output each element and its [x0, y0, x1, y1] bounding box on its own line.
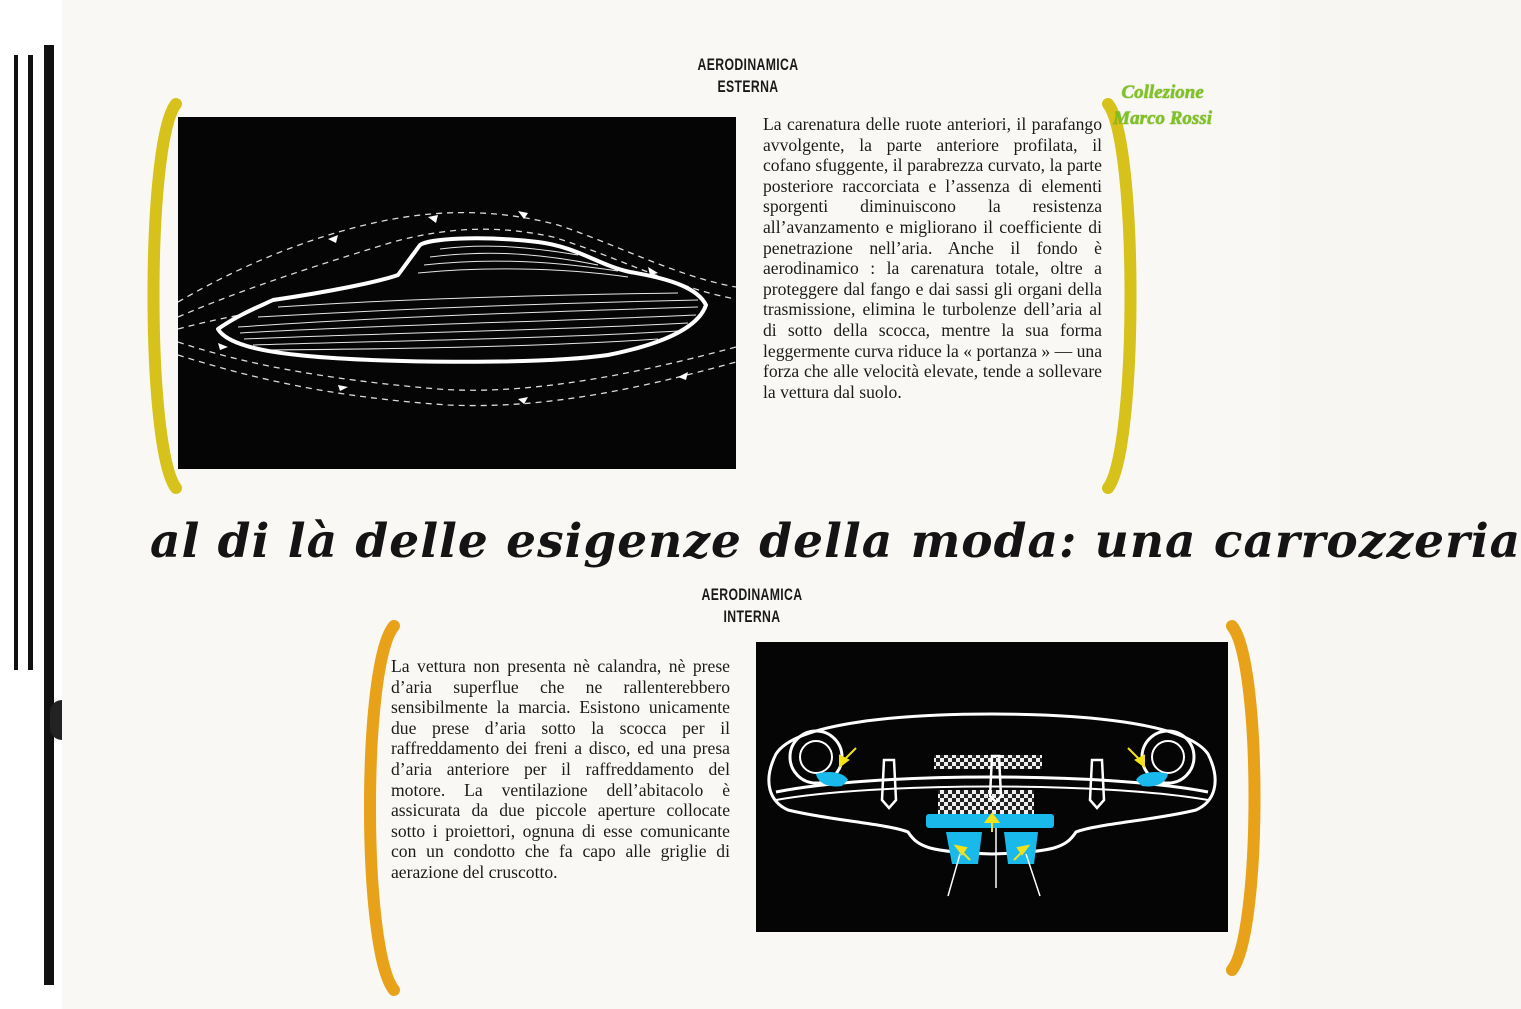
left-headlight-inner — [800, 741, 832, 773]
spine-line — [14, 55, 18, 670]
car-front-view — [756, 642, 1228, 932]
internal-heading-line1: AERODINAMICA — [701, 585, 803, 604]
watermark-line1: Collezione — [1121, 82, 1204, 103]
right-headlight-inner — [1152, 741, 1184, 773]
spine-line — [28, 55, 33, 670]
external-body-text: La carenatura delle ruote anteriori, il parafango avvolgente, la parte anteriore profilata, il cofano sfuggente, il parabrezza curvato, la parte posteriore raccorciata e l’assenza di elementi sporgenti diminuiscono la resistenza all’avanzamento e migliorano il coefficiente di penetrazione nell’aria. Anche il fondo è aerodinamico : la carenatura totale, oltre a proteggere dal fango e dai sassi gli organi della trasmissione, elimina le turbolenze dell’aria al di sotto della scocca, mentre la sua forma leggermente curva riduce la « portanza » — una forza che alle velocità elevate, tende a sollevare la vettura dal suolo. — [763, 114, 1103, 402]
internal-body-text: La vettura non presenta nè calandra, nè prese d’aria superflue che ne rallenterebbero sensibilmente la marcia. Esistono unicamente due prese d’aria sotto la scocca per il raffreddamento dei freni a disco, ed una presa d’aria anteriore per il raffreddamento del motore. La ventilazione dell’abitacolo è assicurata da due piccole aperture collocate sotto i proiettori, ognuna di esse comunicante con un condotto che fa capo alle griglie di aerazione del cruscotto. — [391, 656, 730, 882]
page-tagline: al di là delle esigenze della moda: una carrozzeria — [150, 514, 1521, 569]
orange-right-bracket — [1228, 622, 1268, 974]
car-silhouette-airflow — [178, 117, 736, 469]
book-binding-edge — [0, 0, 63, 1009]
external-heading-line1: AERODINAMICA — [697, 55, 799, 74]
watermark-line2: Marco Rossi — [1113, 108, 1212, 129]
left-overrider — [882, 760, 896, 808]
external-heading-line2: ESTERNA — [717, 77, 779, 96]
car-body-outline — [218, 238, 706, 361]
external-airflow-illustration — [178, 117, 736, 469]
spine-line — [44, 45, 54, 985]
external-heading — [690, 54, 805, 98]
collection-watermark — [1113, 80, 1212, 132]
lower-checker-grille — [938, 790, 1034, 814]
yellow-right-bracket — [1104, 100, 1144, 492]
book-tab-mark — [50, 700, 62, 740]
yellow-left-bracket — [140, 100, 180, 492]
internal-heading — [694, 584, 809, 628]
internal-heading-line2: INTERNA — [723, 607, 781, 626]
internal-airflow-illustration — [756, 642, 1228, 932]
upper-checker-grille — [934, 755, 1042, 769]
right-overrider — [1090, 760, 1104, 808]
